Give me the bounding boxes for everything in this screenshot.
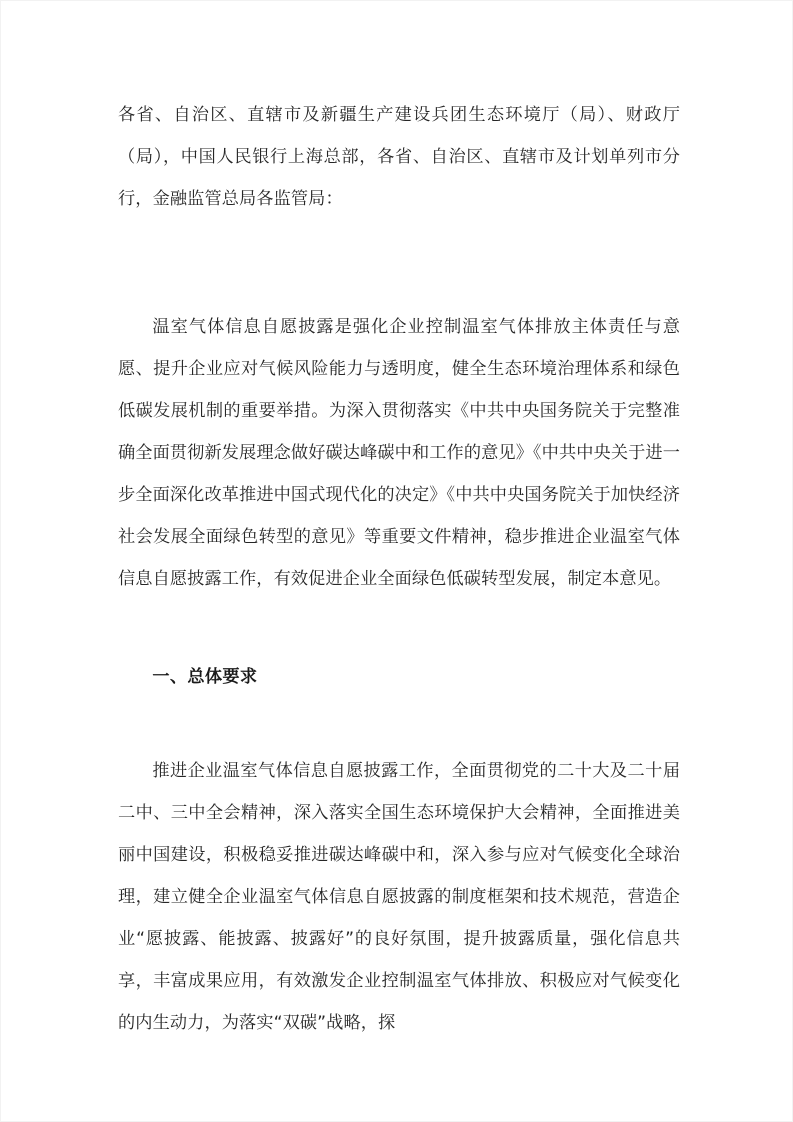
document-content — [118, 94, 680, 1044]
preamble-paragraph: 温室气体信息自愿披露是强化企业控制温室气体排放主体责任与意愿、提升企业应对气候风险能力与透明度，健全生态环境治理体系和绿色低碳发展机制的重要举措。为深入贯彻落实《中共中央国务院关于完整准确全面贯彻新发展理念做好碳达峰碳中和工作的意见》《中共中央关于进一步全面深化改革推进中国式现代化的决定》《中共中央国务院关于加快经济社会发展全面绿色转型的意见》等重要文件精神，稳步推进企业温室气体信息自愿披露工作，有效促进企业全面绿色低碳转型发展，制定本意见。 — [118, 317, 680, 589]
spacer-after-addressee — [118, 220, 680, 306]
spacer-after-heading — [118, 698, 680, 750]
addressee-paragraph: 各省、自治区、直辖市及新疆生产建设兵团生态环境厅（局）、财政厅（局），中国人民银行上海总部，各省、自治区、直辖市及计划单列市分行，金融监管总局各监管局： — [118, 105, 680, 209]
spacer-before-heading — [118, 600, 680, 656]
section-heading-overall-requirements: 一、总体要求 — [152, 667, 258, 687]
section-body-paragraph: 推进企业温室气体信息自愿披露工作，全面贯彻党的二十大及二十届二中、三中全会精神，深入落实全国生态环境保护大会精神，全面推进美丽中国建设，积极稳妥推进碳达峰碳中和，深入参与应对气候变化全球治理，建立健全企业温室气体信息自愿披露的制度框架和技术规范，营造企业“愿披露、能披露、披露好”的良好氛围，提升披露质量，强化信息共享，丰富成果应用，有效激发企业控制温室气体排放、积极应对气候变化的内生动力，为落实“双碳”战略，探 — [118, 761, 680, 1033]
